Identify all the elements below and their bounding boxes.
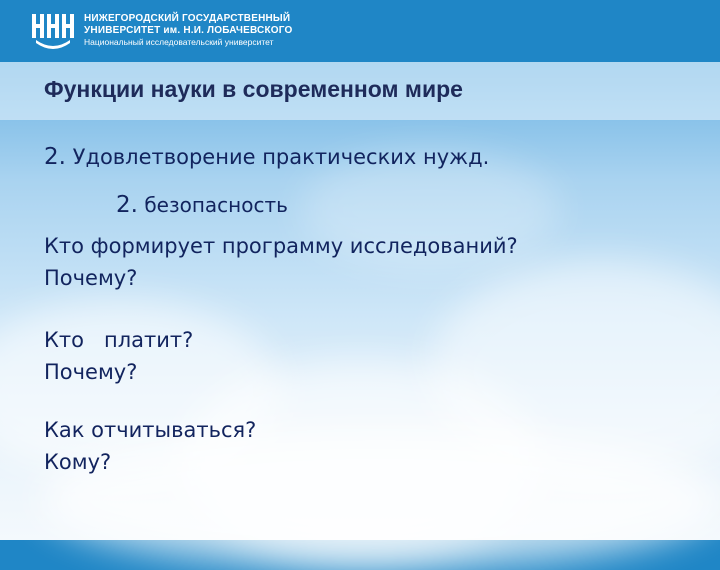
- university-name-line1: НИЖЕГОРОДСКИЙ ГОСУДАРСТВЕННЫЙ: [84, 13, 291, 24]
- slide-header: [0, 0, 720, 62]
- point-item: [44, 144, 489, 170]
- point-text: Удовлетворение практических нужд.: [72, 145, 490, 169]
- question-line: Кто платит?: [44, 328, 194, 352]
- sub-point-text: безопасность: [144, 193, 288, 217]
- point-number: 2.: [44, 144, 66, 170]
- sub-point-number: 2.: [116, 192, 138, 218]
- question-line: Почему?: [44, 360, 138, 384]
- university-name-line2: УНИВЕРСИТЕТ им. Н.И. ЛОБАЧЕВСКОГО: [84, 25, 293, 36]
- slide-title: Функции науки в современном мире: [44, 76, 463, 102]
- question-line: Почему?: [44, 266, 138, 290]
- background-cloud: [40, 430, 720, 570]
- university-name: [84, 13, 292, 48]
- university-subtitle: Национальный исследовательский университет: [84, 37, 274, 47]
- university-logo-icon: [30, 10, 76, 50]
- question-line: Как отчитываться?: [44, 418, 257, 442]
- sub-point-item: [116, 192, 288, 218]
- question-line: Кому?: [44, 450, 112, 474]
- question-line: Кто формирует программу исследований?: [44, 234, 518, 258]
